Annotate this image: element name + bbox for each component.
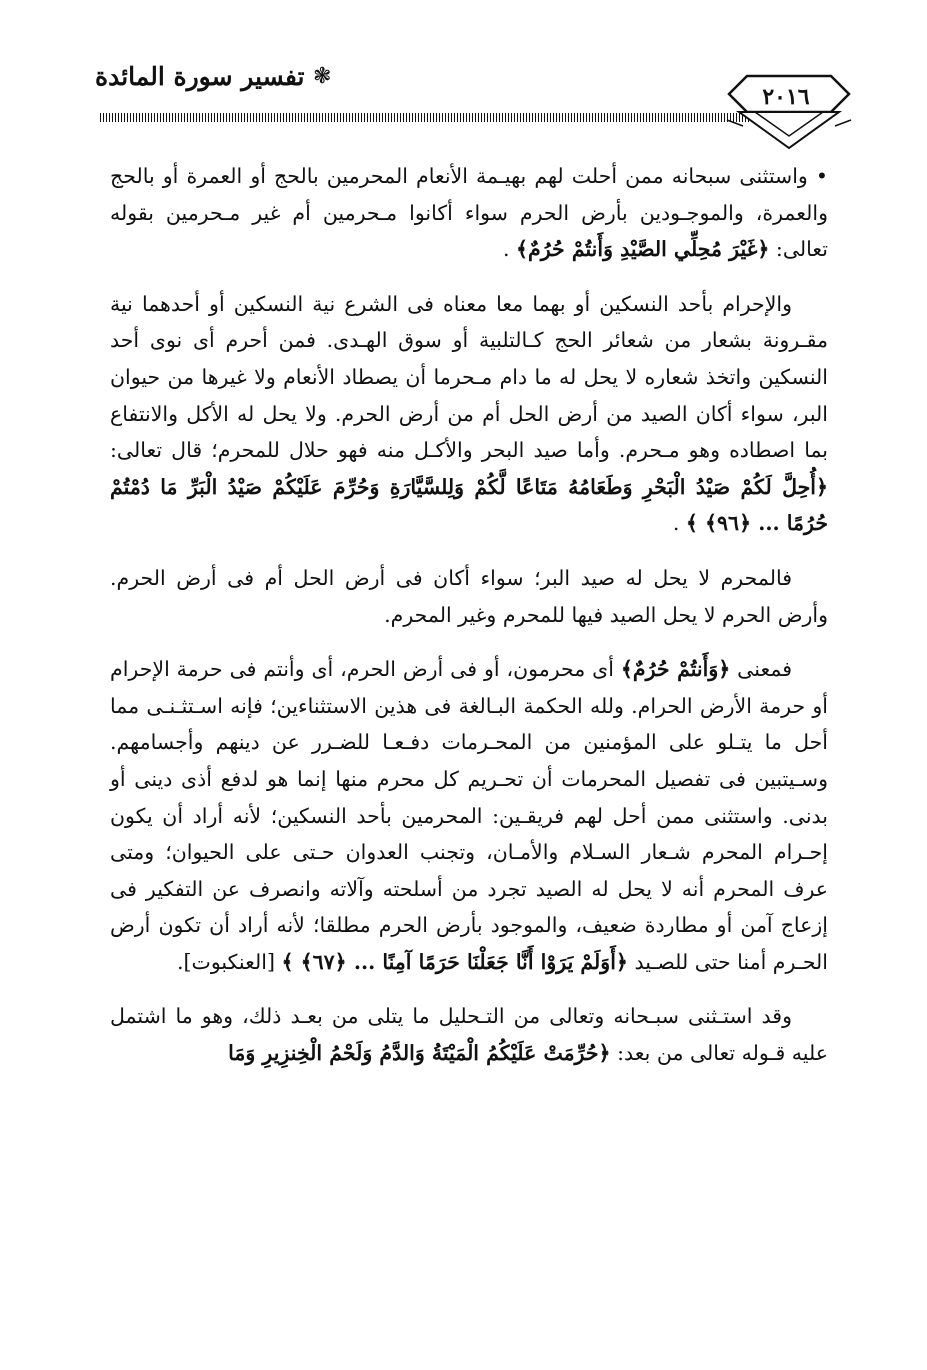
paragraph: [110, 286, 828, 542]
quran-verse: ﴿حُرِّمَتْ عَلَيْكُمُ الْمَيْتَةُ وَالدَّمُ وَلَحْمُ الْخِنزِيرِ وَمَا: [228, 1041, 611, 1066]
text-run: • واستثنى سبحانه ممن أحلت لهم بهيـمة الأنعام المحرمين بالحج أو العمرة أو بالحج والعمرة، والموجـودين بأرض الحرم سواء أكانوا مـحرمين أم غير مـحرمين بقوله تعالى:: [110, 164, 828, 262]
text-run: .: [502, 237, 517, 262]
text-run: أى محرمون، أو فى أرض الحرم، أى وأنتم فى حرمة الإحرام أو حرمة الأرض الحرام. ولله الحكمة البـالغة فى هذين الاستثناءين؛ فإنه اسـتثـنـى مما أحل ما يتـلو على المؤمنين من المحـرمات دفـعـا للضـرر عن دينهم وأجسامهم. وسـيتبين فى تفصيل المحرمات أن تحـريم كل محرم منها إنما هو لدفع أذى دينى أو بدنى. واستثنى ممن أحل لهم فريقـين: المحرمين بأحد النسكين؛ لأنه أراد أن يكون إحـرام المحرم شـعار السـلام والأمـان، وتجنب العدوان حـتى على الحيوان؛ ومتى عرف المحرم أنه لا يحل له الصيد تجرد من أسلحته وآلاته وانصرف عن التفكير فى إزعاج آمن أو مطاردة ضعيف، والموجود بأرض الحرم مطلقا؛ لأنه أراد أن تكون أرض الحـرم أمنا حتى للصـيد: [110, 657, 828, 974]
quran-verse: ﴿غَيْرَ مُحِلِّي الصَّيْدِ وَأَنتُمْ حُرُمٌ﴾: [516, 237, 770, 262]
paragraph: [110, 998, 828, 1071]
page-number: ٢٠١٦: [762, 84, 810, 110]
header-rule: [100, 113, 825, 122]
text-run: فمعنى: [730, 657, 792, 682]
text-run: فالمحرم لا يحل له صيد البر؛ سواء أكان فى أرض الحل أم فى أرض الحرم. وأرض الحرم لا يحل الصيد فيها للمحرم وغير المحرم.: [110, 565, 828, 627]
text-run: .: [672, 511, 686, 536]
header-ornament-icon: ❃: [313, 64, 332, 89]
paragraph: [110, 560, 828, 633]
text-run: والإحرام بأحد النسكين أو بهما معا معناه فى الشرع نية النسكين أو أحدهما نية مقـرونة بشعار من شعائر الحج كـالتلبية أو سوق الهـدى. فمن أحرم أى نوى أحد النسكين واتخذ شعاره لا يحل له ما دام مـحرما أن يصطاد الأنعام ولا غيرها من حيوان البر، سواء أكان الصيد من أرض الحل أم من أرض الحرم. ولا يحل له الأكل والانتفاع بما اصطاده وهو مـحرم. وأما صيد البحر والأكـل منه فهو حلال للمحرم؛ قال تعالى:: [110, 291, 828, 463]
paragraph: [110, 651, 828, 980]
text-run: [العنكبوت].: [177, 949, 282, 974]
running-header-title: تفسير سورة المائدة: [95, 62, 305, 91]
paragraph: [110, 158, 828, 268]
quran-verse: ﴿أُحِلَّ لَكُمْ صَيْدُ الْبَحْرِ وَطَعَامُهُ مَتَاعًا لَّكُمْ وَلِلسَّيَّارَةِ وَحُرِّمَ عَلَيْكُمْ صَيْدُ الْبَرِّ مَا دُمْتُمْ حُرُمًا ... ﴿٩٦﴾ ﴾: [110, 474, 828, 536]
quran-verse: ﴿وَأَنتُمْ حُرُمٌ﴾: [620, 657, 731, 682]
quran-verse: ﴿أَوَلَمْ يَرَوْا أَنَّا جَعَلْنَا حَرَمًا آمِنًا ... ﴿٦٧﴾ ﴾: [281, 949, 628, 974]
text-run: وقد استـثنى سبـحانه وتعالى من التـحليل ما يتلى من بعـد ذلك، وهو ما اشتمل عليه قـوله تعالى من بعد:: [110, 1004, 828, 1066]
body-text: [110, 158, 828, 1090]
